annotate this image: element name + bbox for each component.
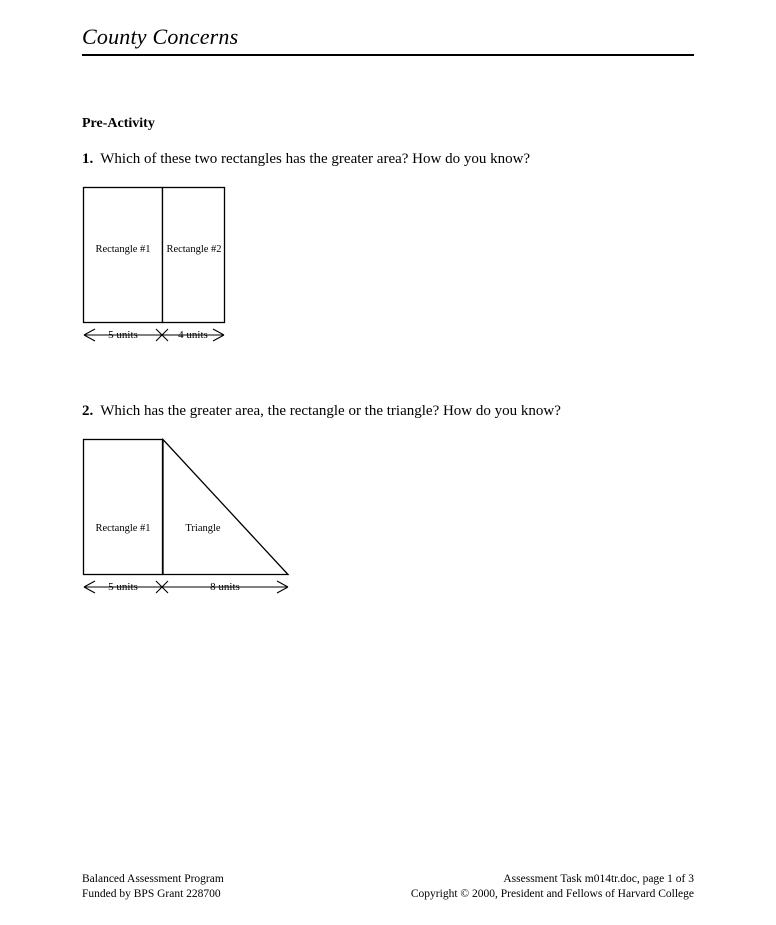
footer-row-1 [82,872,694,887]
question-2-number: 2. [82,403,94,419]
page-title: County Concerns [82,24,239,49]
section-heading: Pre-Activity [82,116,155,131]
figure-1-svg [82,186,332,351]
rectangle-1-shape [84,440,163,575]
rectangle-2-shape [163,188,225,323]
question-2 [82,403,561,420]
figure-1-dimension-label-2: 4 units [178,329,208,341]
footer-row-2 [82,887,694,902]
question-1 [82,151,530,168]
figure-2-shape-label-2: Triangle [185,523,221,534]
question-2-text: Which has the greater area, the rectangle or the triangle? How do you know? [100,403,561,419]
figure-two-rectangles [82,186,332,351]
question-1-number: 1. [82,151,94,167]
figure-1-dimension-label-1: 5 units [108,329,138,341]
figure-rectangle-and-triangle [82,438,342,603]
figure-2-dimension-label-2: 8 units [210,581,240,593]
triangle-shape [163,440,288,575]
figure-1-shape-label-2: Rectangle #2 [166,244,222,255]
footer-copyright: Copyright © 2000, President and Fellows of Harvard College [410,888,694,900]
footer-task-id: Assessment Task m014tr.doc, page 1 of 3 [503,873,694,885]
rectangle-1-shape [84,188,163,323]
footer-grant-info: Funded by BPS Grant 228700 [82,888,221,900]
question-1-text: Which of these two rectangles has the greater area? How do you know? [100,151,531,167]
title-divider [82,54,694,56]
figure-2-svg [82,438,342,603]
figure-2-shape-label-1: Rectangle #1 [95,523,151,534]
figure-1-shape-label-1: Rectangle #1 [95,244,151,255]
footer-program-name: Balanced Assessment Program [82,873,224,885]
figure-2-dimension-label-1: 5 units [108,581,138,593]
page-footer [82,872,694,902]
